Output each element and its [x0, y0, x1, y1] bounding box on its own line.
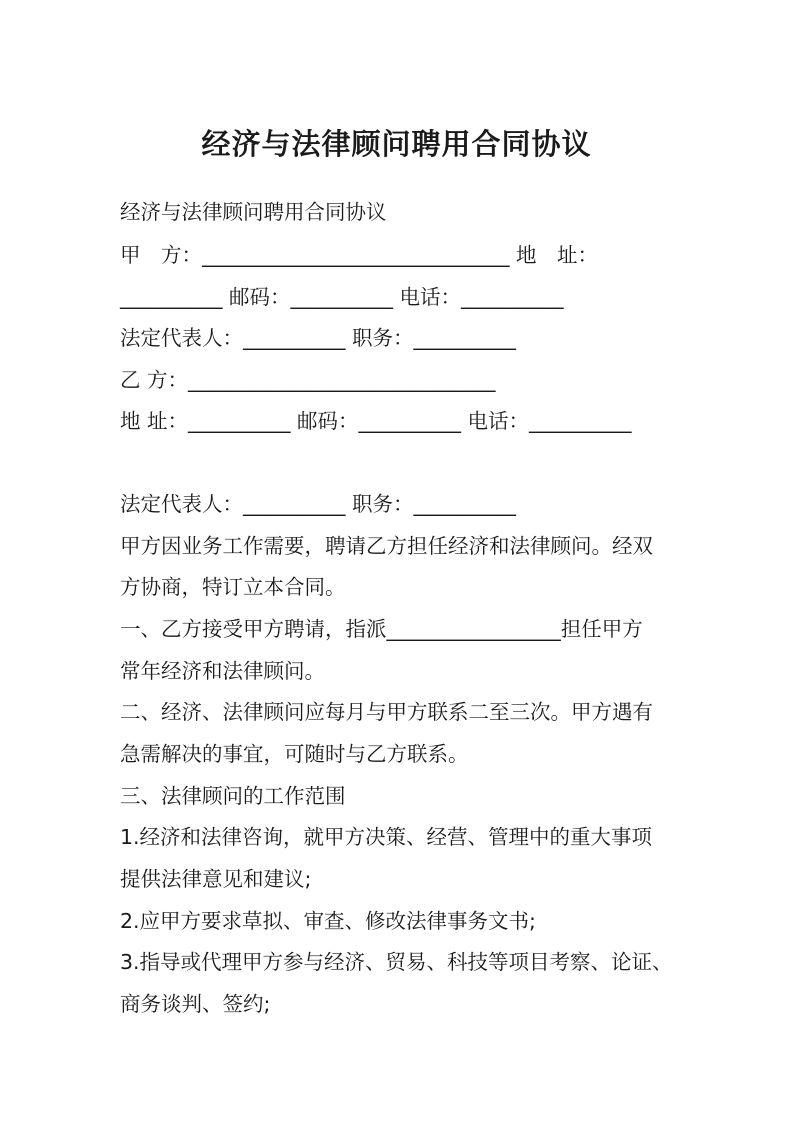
list-item: 提供法律意见和建议; — [120, 867, 312, 891]
list-item: 商务谈判、签约; — [120, 992, 271, 1016]
party-a-line: 甲 方：______________________________ 地 址： — [120, 243, 599, 267]
list-item: 2.应甲方要求草拟、审查、修改法律事务文书; — [120, 909, 536, 933]
party-b-representative-line: 法定代表人：__________ 职务：__________ — [120, 492, 517, 516]
subtitle-line: 经济与法律顾问聘用合同协议 — [120, 200, 387, 224]
clause-line: 常年经济和法律顾问。 — [120, 659, 325, 683]
party-b-line: 乙 方：______________________________ — [120, 368, 496, 392]
list-item: 3.指导或代理甲方参与经济、贸易、科技等项目考察、论证、 — [120, 950, 673, 974]
clause-line: 一、乙方接受甲方聘请，指派_________________担任甲方 — [120, 617, 643, 641]
list-item: 1.经济和法律咨询，就甲方决策、经营、管理中的重大事项 — [120, 825, 653, 849]
section-heading: 三、法律顾问的工作范围 — [120, 784, 346, 808]
paragraph-line: 方协商，特订立本合同。 — [120, 575, 346, 599]
paragraph-line: 甲方因业务工作需要，聘请乙方担任经济和法律顾问。经双 — [120, 534, 653, 558]
clause-line: 二、经济、法律顾问应每月与甲方联系二至三次。甲方遇有 — [120, 700, 653, 724]
party-a-contact-line: __________ 邮码：__________ 电话：__________ — [120, 285, 564, 309]
document-title: 经济与法律顾问聘用合同协议 — [201, 127, 592, 161]
party-b-address-line: 地 址：__________ 邮码：__________ 电话：__________ — [120, 409, 632, 433]
party-a-representative-line: 法定代表人：__________ 职务：__________ — [120, 326, 517, 350]
clause-line: 急需解决的事宜，可随时与乙方联系。 — [120, 742, 469, 766]
